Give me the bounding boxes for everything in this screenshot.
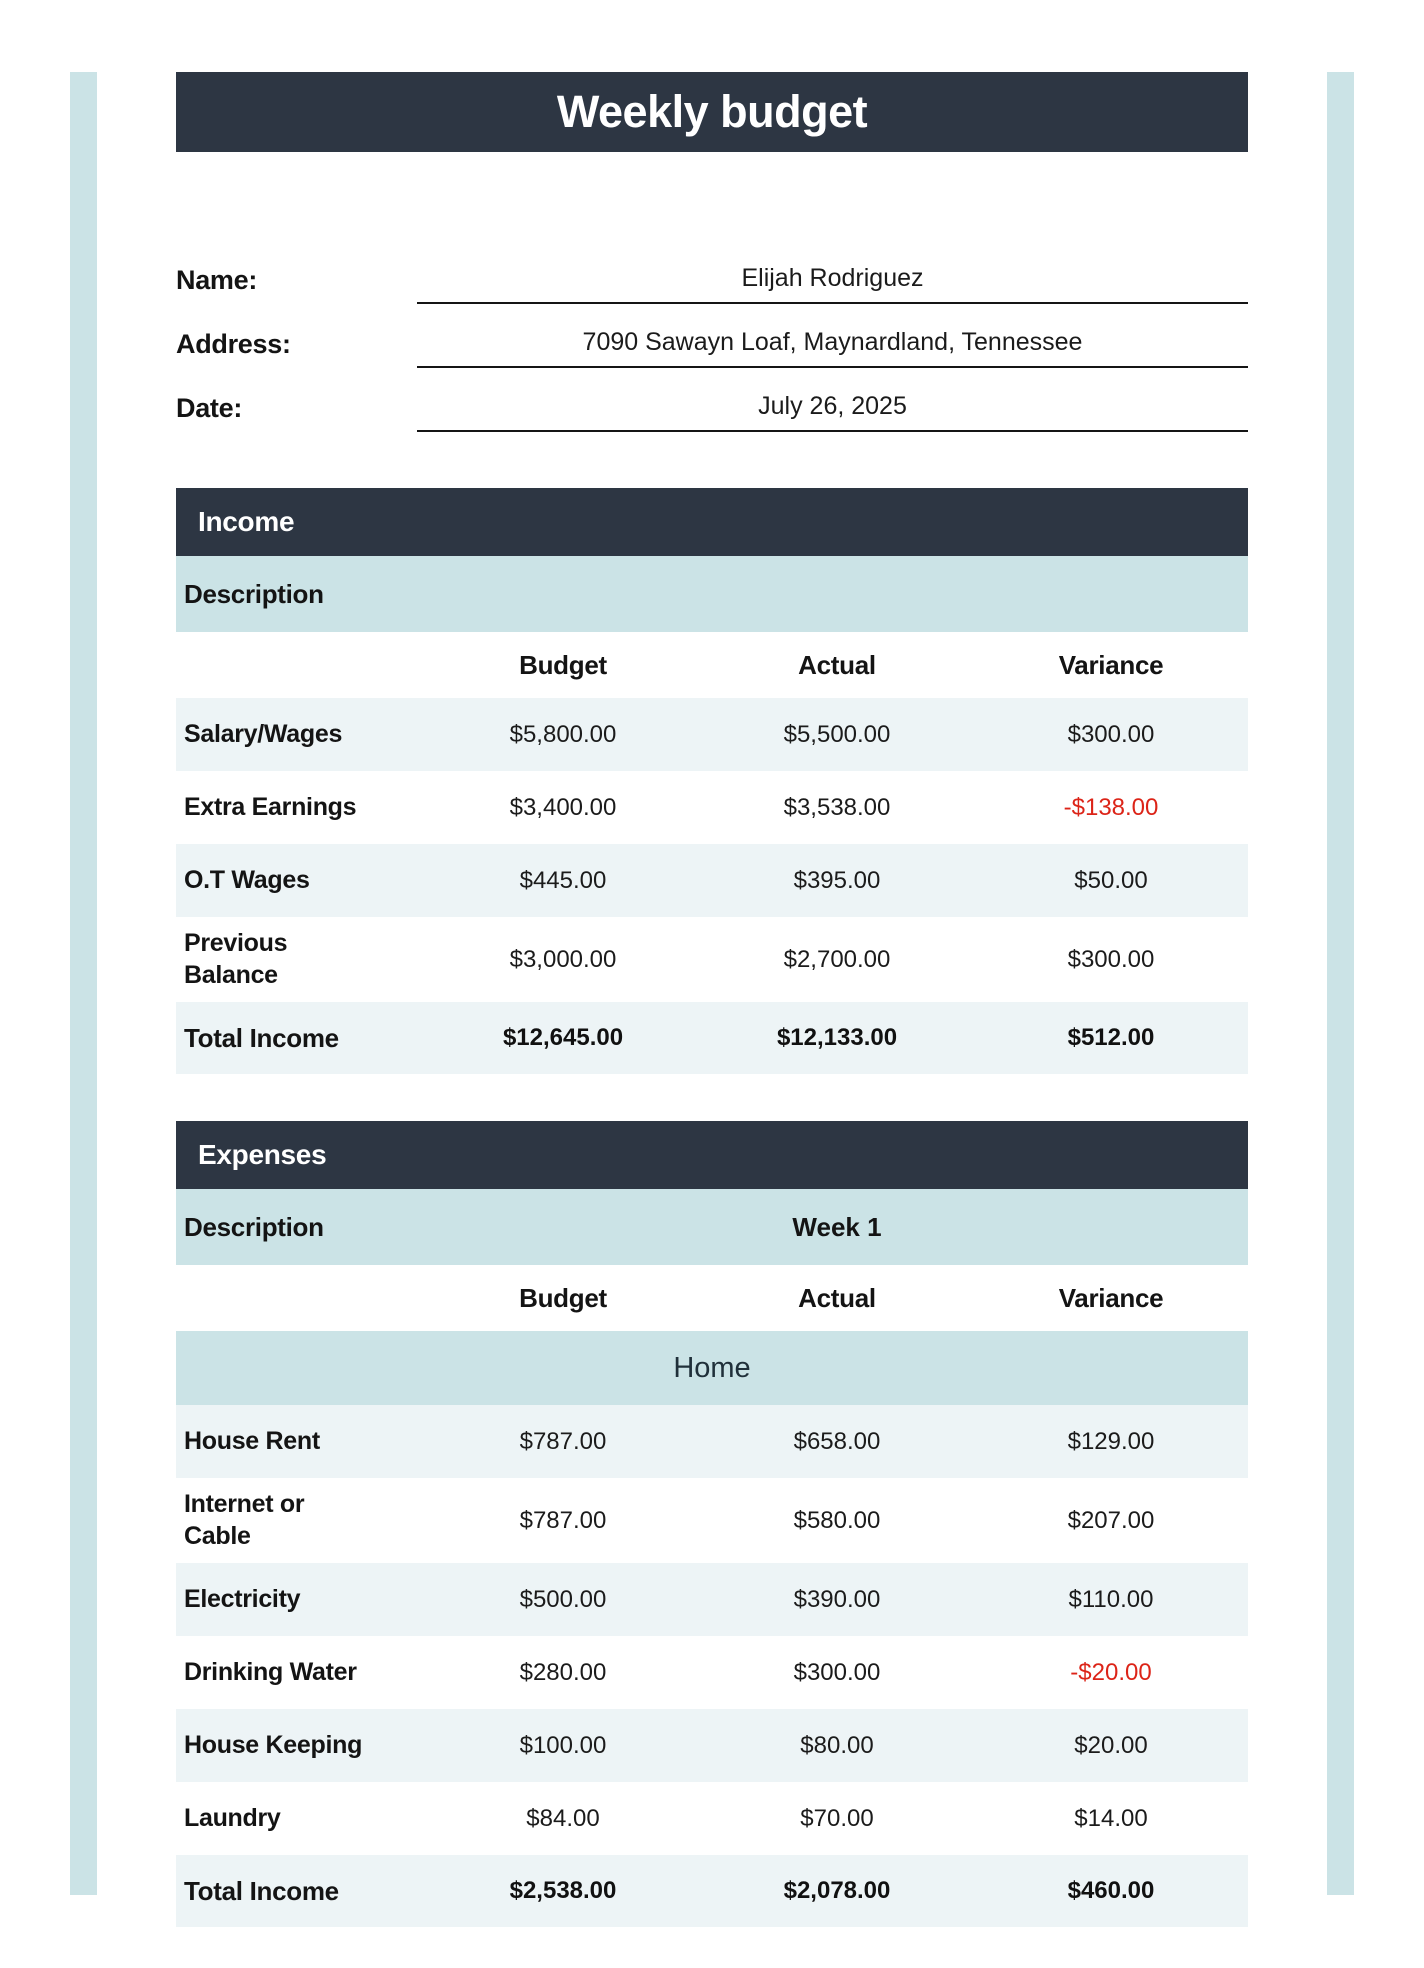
expenses-section xyxy=(176,1121,1248,1927)
income-section-header xyxy=(176,488,1248,556)
table-row xyxy=(176,1636,1248,1709)
variance-cell: $110.00 xyxy=(1068,1585,1154,1613)
variance-cell: $207.00 xyxy=(1067,1506,1155,1534)
income-column-headers xyxy=(176,632,1248,698)
variance-cell: $14.00 xyxy=(1074,1804,1148,1832)
row-label: House Rent xyxy=(184,1426,320,1455)
budget-cell: $5,800.00 xyxy=(509,720,617,748)
name-label: Name: xyxy=(176,265,258,295)
income-section xyxy=(176,488,1248,1074)
expenses-group-home xyxy=(176,1331,1248,1405)
budget-cell: $500.00 xyxy=(519,1585,607,1613)
budget-cell: $12,645.00 xyxy=(502,1024,624,1051)
date-label: Date: xyxy=(176,393,243,423)
actual-cell: $2,700.00 xyxy=(783,945,891,973)
row-label: Electricity xyxy=(184,1584,301,1613)
table-row xyxy=(176,1709,1248,1782)
expenses-description-label: Description xyxy=(184,1211,324,1242)
expenses-description-row xyxy=(176,1189,1248,1265)
income-description-row xyxy=(176,556,1248,632)
row-label: Previous Balance xyxy=(184,929,288,989)
table-row xyxy=(176,1478,1248,1563)
actual-cell: $580.00 xyxy=(793,1506,881,1534)
budget-cell: $3,400.00 xyxy=(509,793,617,821)
variance-cell: $512.00 xyxy=(1067,1024,1155,1051)
budget-cell: $445.00 xyxy=(519,866,607,894)
table-row xyxy=(176,1782,1248,1855)
budget-cell: $84.00 xyxy=(526,1804,600,1832)
row-label: Extra Earnings xyxy=(184,792,357,821)
actual-cell: $70.00 xyxy=(800,1804,874,1832)
expenses-section-header xyxy=(176,1121,1248,1189)
actual-cell: $5,500.00 xyxy=(783,720,891,748)
budget-cell: $100.00 xyxy=(519,1731,607,1759)
income-col-budget: Budget xyxy=(519,649,607,680)
address-field[interactable]: 7090 Sawayn Loaf, Maynardland, Tennessee xyxy=(417,328,1248,368)
budget-cell: $3,000.00 xyxy=(509,945,617,973)
row-label: Internet or Cable xyxy=(184,1490,305,1550)
date-field[interactable]: July 26, 2025 xyxy=(417,392,1248,432)
income-col-variance: Variance xyxy=(1058,649,1164,680)
expenses-col-budget: Budget xyxy=(519,1282,607,1313)
total-label: Total Income xyxy=(184,1022,339,1053)
budget-cell: $2,538.00 xyxy=(509,1877,617,1904)
address-label: Address: xyxy=(176,329,291,359)
expenses-column-headers xyxy=(176,1265,1248,1331)
income-section-title: Income xyxy=(198,506,295,537)
table-row xyxy=(176,771,1248,844)
meta-row-name xyxy=(176,240,1248,304)
meta-section xyxy=(176,240,1248,432)
page-title-bar xyxy=(176,72,1248,152)
table-row xyxy=(176,917,1248,1002)
budget-cell: $787.00 xyxy=(519,1506,607,1534)
income-description-label: Description xyxy=(184,578,324,609)
variance-cell: $20.00 xyxy=(1074,1731,1148,1759)
name-field[interactable]: Elijah Rodriguez xyxy=(417,264,1248,304)
table-row xyxy=(176,1563,1248,1636)
variance-cell: $300.00 xyxy=(1067,945,1155,973)
table-row xyxy=(176,1405,1248,1478)
budget-cell: $787.00 xyxy=(519,1427,607,1455)
expenses-section-title: Expenses xyxy=(198,1139,327,1170)
variance-cell: $129.00 xyxy=(1067,1427,1155,1455)
actual-cell: $80.00 xyxy=(800,1731,874,1759)
actual-cell: $2,078.00 xyxy=(783,1877,891,1904)
actual-cell: $395.00 xyxy=(793,866,881,894)
expenses-col-actual: Actual xyxy=(798,1282,876,1313)
expenses-col-variance: Variance xyxy=(1058,1282,1164,1313)
week-label: Week 1 xyxy=(792,1211,882,1242)
variance-cell: $460.00 xyxy=(1067,1877,1155,1904)
page-title: Weekly budget xyxy=(556,86,868,137)
meta-row-date xyxy=(176,368,1248,432)
left-accent-strip xyxy=(70,72,97,1895)
actual-cell: $300.00 xyxy=(793,1658,881,1686)
actual-cell: $3,538.00 xyxy=(783,793,891,821)
income-col-actual: Actual xyxy=(798,649,876,680)
expenses-total-row xyxy=(176,1855,1248,1927)
variance-cell-negative: -$20.00 xyxy=(1070,1658,1152,1686)
variance-cell: $300.00 xyxy=(1067,720,1155,748)
table-row xyxy=(176,698,1248,771)
total-label: Total Income xyxy=(184,1875,339,1906)
row-label: Laundry xyxy=(184,1803,281,1832)
actual-cell: $658.00 xyxy=(793,1427,881,1455)
group-label: Home xyxy=(673,1351,751,1384)
actual-cell: $12,133.00 xyxy=(776,1024,898,1051)
row-label: Drinking Water xyxy=(184,1657,357,1686)
meta-row-address xyxy=(176,304,1248,368)
table-row xyxy=(176,844,1248,917)
variance-cell: $50.00 xyxy=(1074,866,1148,894)
budget-document xyxy=(176,72,1248,1927)
row-label: Salary/Wages xyxy=(184,719,343,748)
income-total-row xyxy=(176,1002,1248,1074)
variance-cell-negative: -$138.00 xyxy=(1063,793,1159,821)
row-label: O.T Wages xyxy=(184,865,310,894)
budget-cell: $280.00 xyxy=(519,1658,607,1686)
row-label: House Keeping xyxy=(184,1730,363,1759)
right-accent-strip xyxy=(1327,72,1354,1895)
actual-cell: $390.00 xyxy=(793,1585,881,1613)
